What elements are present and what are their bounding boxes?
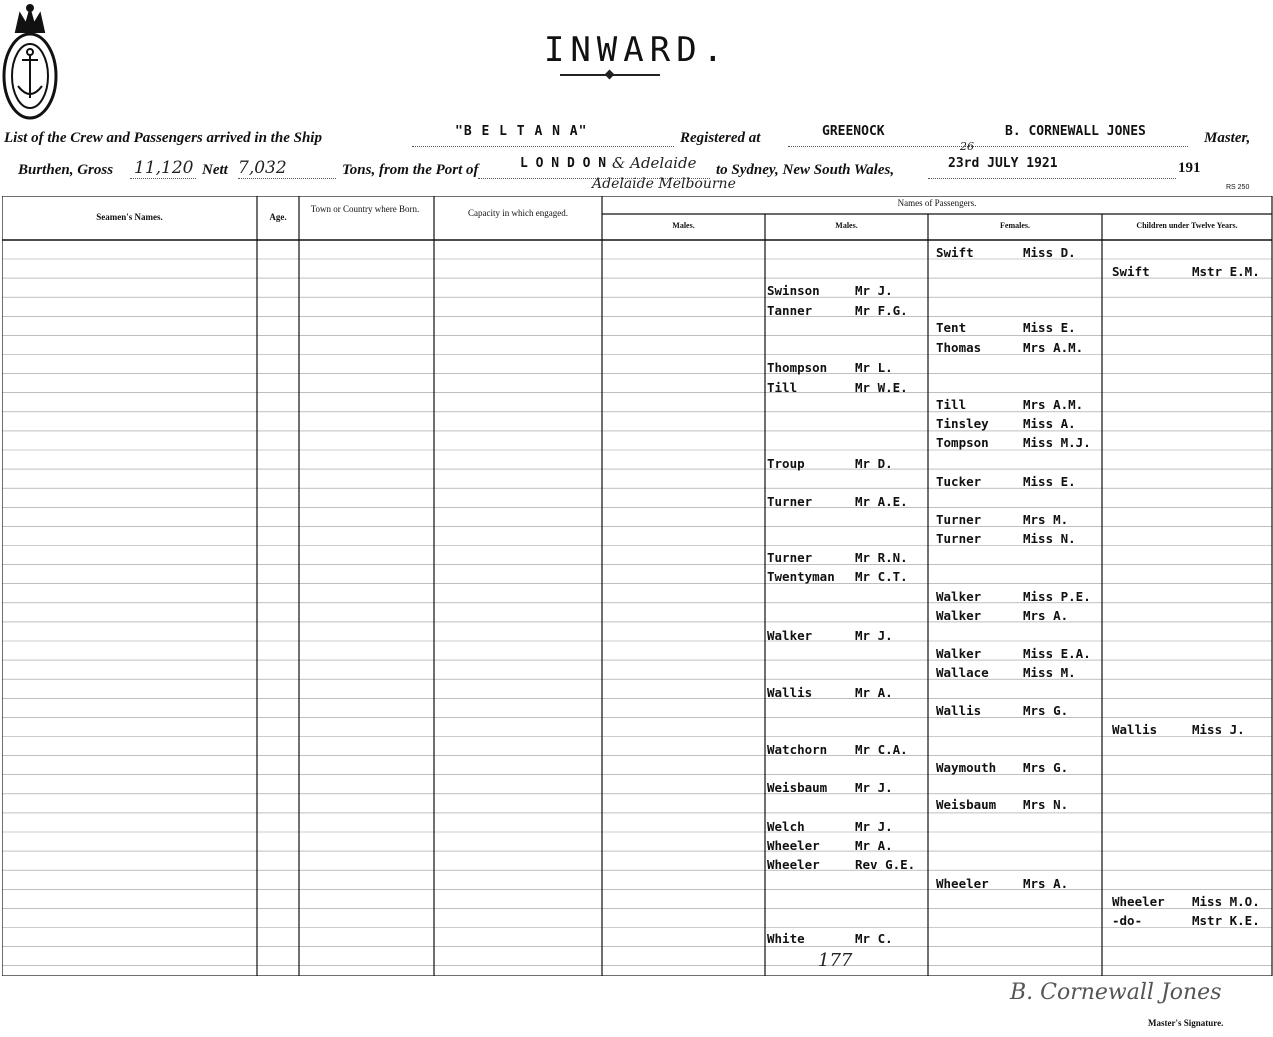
male-passenger-surname: Watchorn bbox=[767, 742, 828, 757]
child-passenger-title: Mstr K.E. bbox=[1192, 913, 1260, 928]
form-number: RS 250 bbox=[1226, 184, 1250, 191]
via-handwritten: & Adelaide bbox=[612, 154, 697, 172]
female-passenger-title: Mrs M. bbox=[1023, 512, 1069, 527]
female-passenger-surname: Walker bbox=[936, 589, 982, 604]
female-passenger-surname: Tucker bbox=[936, 474, 982, 489]
male-passenger-surname: Turner bbox=[767, 550, 813, 565]
female-passenger-title: Mrs N. bbox=[1023, 797, 1069, 812]
male-passenger-surname: Wheeler bbox=[767, 838, 820, 853]
female-passenger-title: Miss M. bbox=[1023, 665, 1076, 680]
child-passenger-surname: Wheeler bbox=[1112, 894, 1165, 909]
male-passenger-title: Mr L. bbox=[855, 360, 893, 375]
male-passenger-title: Mr W.E. bbox=[855, 380, 908, 395]
male-passenger-title: Mr A.E. bbox=[855, 494, 908, 509]
port-value: L O N D O N bbox=[520, 156, 607, 171]
female-passenger-title: Mrs A.M. bbox=[1023, 340, 1084, 355]
manifest-table-grid bbox=[2, 196, 1273, 976]
female-passenger-title: Miss P.E. bbox=[1023, 589, 1091, 604]
gross-tons: 11,120 bbox=[134, 158, 194, 178]
col-capacity: Capacity in which engaged. bbox=[468, 208, 568, 218]
col-children: Children under Twelve Years. bbox=[1136, 221, 1238, 230]
female-passenger-title: Miss E. bbox=[1023, 320, 1076, 335]
female-passenger-surname: Turner bbox=[936, 512, 982, 527]
female-passenger-title: Miss D. bbox=[1023, 245, 1076, 260]
page-number: 177 bbox=[818, 950, 853, 971]
female-passenger-surname: Walker bbox=[936, 608, 982, 623]
male-passenger-surname: Till bbox=[767, 380, 798, 395]
female-passenger-surname: Tinsley bbox=[936, 416, 989, 431]
child-passenger-surname: -do- bbox=[1112, 913, 1143, 928]
female-passenger-surname: Swift bbox=[936, 245, 974, 260]
col-town-born: Town or Country where Born. bbox=[310, 204, 420, 214]
col-passengers: Names of Passengers. bbox=[897, 198, 977, 208]
female-passenger-surname: Wheeler bbox=[936, 876, 989, 891]
master-signature: B. Cornewall Jones bbox=[1010, 980, 1222, 1005]
female-passenger-title: Miss A. bbox=[1023, 416, 1076, 431]
child-passenger-surname: Wallis bbox=[1112, 722, 1158, 737]
ship-name: "B E L T A N A" bbox=[455, 124, 588, 139]
female-passenger-surname: Wallace bbox=[936, 665, 989, 680]
female-passenger-surname: Walker bbox=[936, 646, 982, 661]
master-name: B. CORNEWALL JONES bbox=[1005, 124, 1146, 139]
male-passenger-title: Mr F.G. bbox=[855, 303, 908, 318]
female-passenger-title: Miss M.J. bbox=[1023, 435, 1091, 450]
tons-port-label: Tons, from the Port of bbox=[342, 162, 479, 178]
arrival-date: 23rd JULY 1921 bbox=[948, 156, 1058, 171]
female-passenger-title: Miss N. bbox=[1023, 531, 1076, 546]
male-passenger-surname: Walker bbox=[767, 628, 813, 643]
title-ornament bbox=[560, 74, 660, 76]
registered-at-value: GREENOCK bbox=[822, 124, 885, 139]
child-passenger-surname: Swift bbox=[1112, 264, 1150, 279]
female-passenger-surname: Weisbaum bbox=[936, 797, 997, 812]
female-passenger-surname: Thomas bbox=[936, 340, 982, 355]
child-passenger-title: Mstr E.M. bbox=[1192, 264, 1260, 279]
male-passenger-surname: Welch bbox=[767, 819, 805, 834]
female-passenger-surname: Waymouth bbox=[936, 760, 997, 775]
male-passenger-surname: Turner bbox=[767, 494, 813, 509]
male-passenger-title: Mr A. bbox=[855, 685, 893, 700]
male-passenger-title: Mr C. bbox=[855, 931, 893, 946]
male-passenger-surname: Weisbaum bbox=[767, 780, 828, 795]
male-passenger-title: Mr R.N. bbox=[855, 550, 908, 565]
to-sydney-label: to Sydney, New South Wales, bbox=[716, 162, 895, 178]
col-females: Females. bbox=[1000, 221, 1030, 230]
col-age: Age. bbox=[269, 212, 287, 222]
male-passenger-title: Mr A. bbox=[855, 838, 893, 853]
male-passenger-title: Mr C.T. bbox=[855, 569, 908, 584]
female-passenger-surname: Turner bbox=[936, 531, 982, 546]
col-males-2: Males. bbox=[835, 221, 858, 230]
col-seamen-names: Seamen's Names. bbox=[96, 212, 163, 222]
master-label: Master, bbox=[1204, 130, 1251, 146]
year-label: 191 bbox=[1178, 160, 1201, 176]
date-correction: 26 bbox=[960, 140, 974, 153]
registered-at-label: Registered at bbox=[680, 130, 761, 146]
page-title: INWARD. bbox=[543, 30, 730, 70]
nett-tons: 7,032 bbox=[238, 158, 287, 178]
nett-label: Nett bbox=[202, 162, 228, 178]
male-passenger-title: Mr C.A. bbox=[855, 742, 908, 757]
female-passenger-title: Mrs A.M. bbox=[1023, 397, 1084, 412]
col-males-1: Males. bbox=[672, 221, 695, 230]
child-passenger-title: Miss M.O. bbox=[1192, 894, 1260, 909]
child-passenger-title: Miss J. bbox=[1192, 722, 1245, 737]
female-passenger-surname: Tent bbox=[936, 320, 967, 335]
male-passenger-surname: Troup bbox=[767, 456, 805, 471]
via-handwritten-2: Adelaide Melbourne bbox=[592, 176, 736, 192]
female-passenger-title: Mrs G. bbox=[1023, 760, 1069, 775]
female-passenger-surname: Wallis bbox=[936, 703, 982, 718]
female-passenger-surname: Till bbox=[936, 397, 967, 412]
female-passenger-surname: Tompson bbox=[936, 435, 989, 450]
list-label: List of the Crew and Passengers arrived in the Ship bbox=[4, 130, 322, 146]
female-passenger-title: Mrs A. bbox=[1023, 876, 1069, 891]
male-passenger-surname: White bbox=[767, 931, 805, 946]
female-passenger-title: Miss E.A. bbox=[1023, 646, 1091, 661]
burthen-label: Burthen, Gross bbox=[18, 162, 114, 178]
male-passenger-surname: Wheeler bbox=[767, 857, 820, 872]
male-passenger-title: Rev G.E. bbox=[855, 857, 916, 872]
female-passenger-title: Mrs A. bbox=[1023, 608, 1069, 623]
male-passenger-title: Mr J. bbox=[855, 283, 893, 298]
female-passenger-title: Mrs G. bbox=[1023, 703, 1069, 718]
female-passenger-title: Miss E. bbox=[1023, 474, 1076, 489]
male-passenger-title: Mr D. bbox=[855, 456, 893, 471]
male-passenger-title: Mr J. bbox=[855, 628, 893, 643]
master-signature-label: Master's Signature. bbox=[1148, 1018, 1224, 1028]
male-passenger-surname: Thompson bbox=[767, 360, 828, 375]
male-passenger-title: Mr J. bbox=[855, 780, 893, 795]
male-passenger-surname: Twentyman bbox=[767, 569, 835, 584]
male-passenger-surname: Tanner bbox=[767, 303, 813, 318]
male-passenger-surname: Wallis bbox=[767, 685, 813, 700]
male-passenger-surname: Swinson bbox=[767, 283, 820, 298]
male-passenger-title: Mr J. bbox=[855, 819, 893, 834]
